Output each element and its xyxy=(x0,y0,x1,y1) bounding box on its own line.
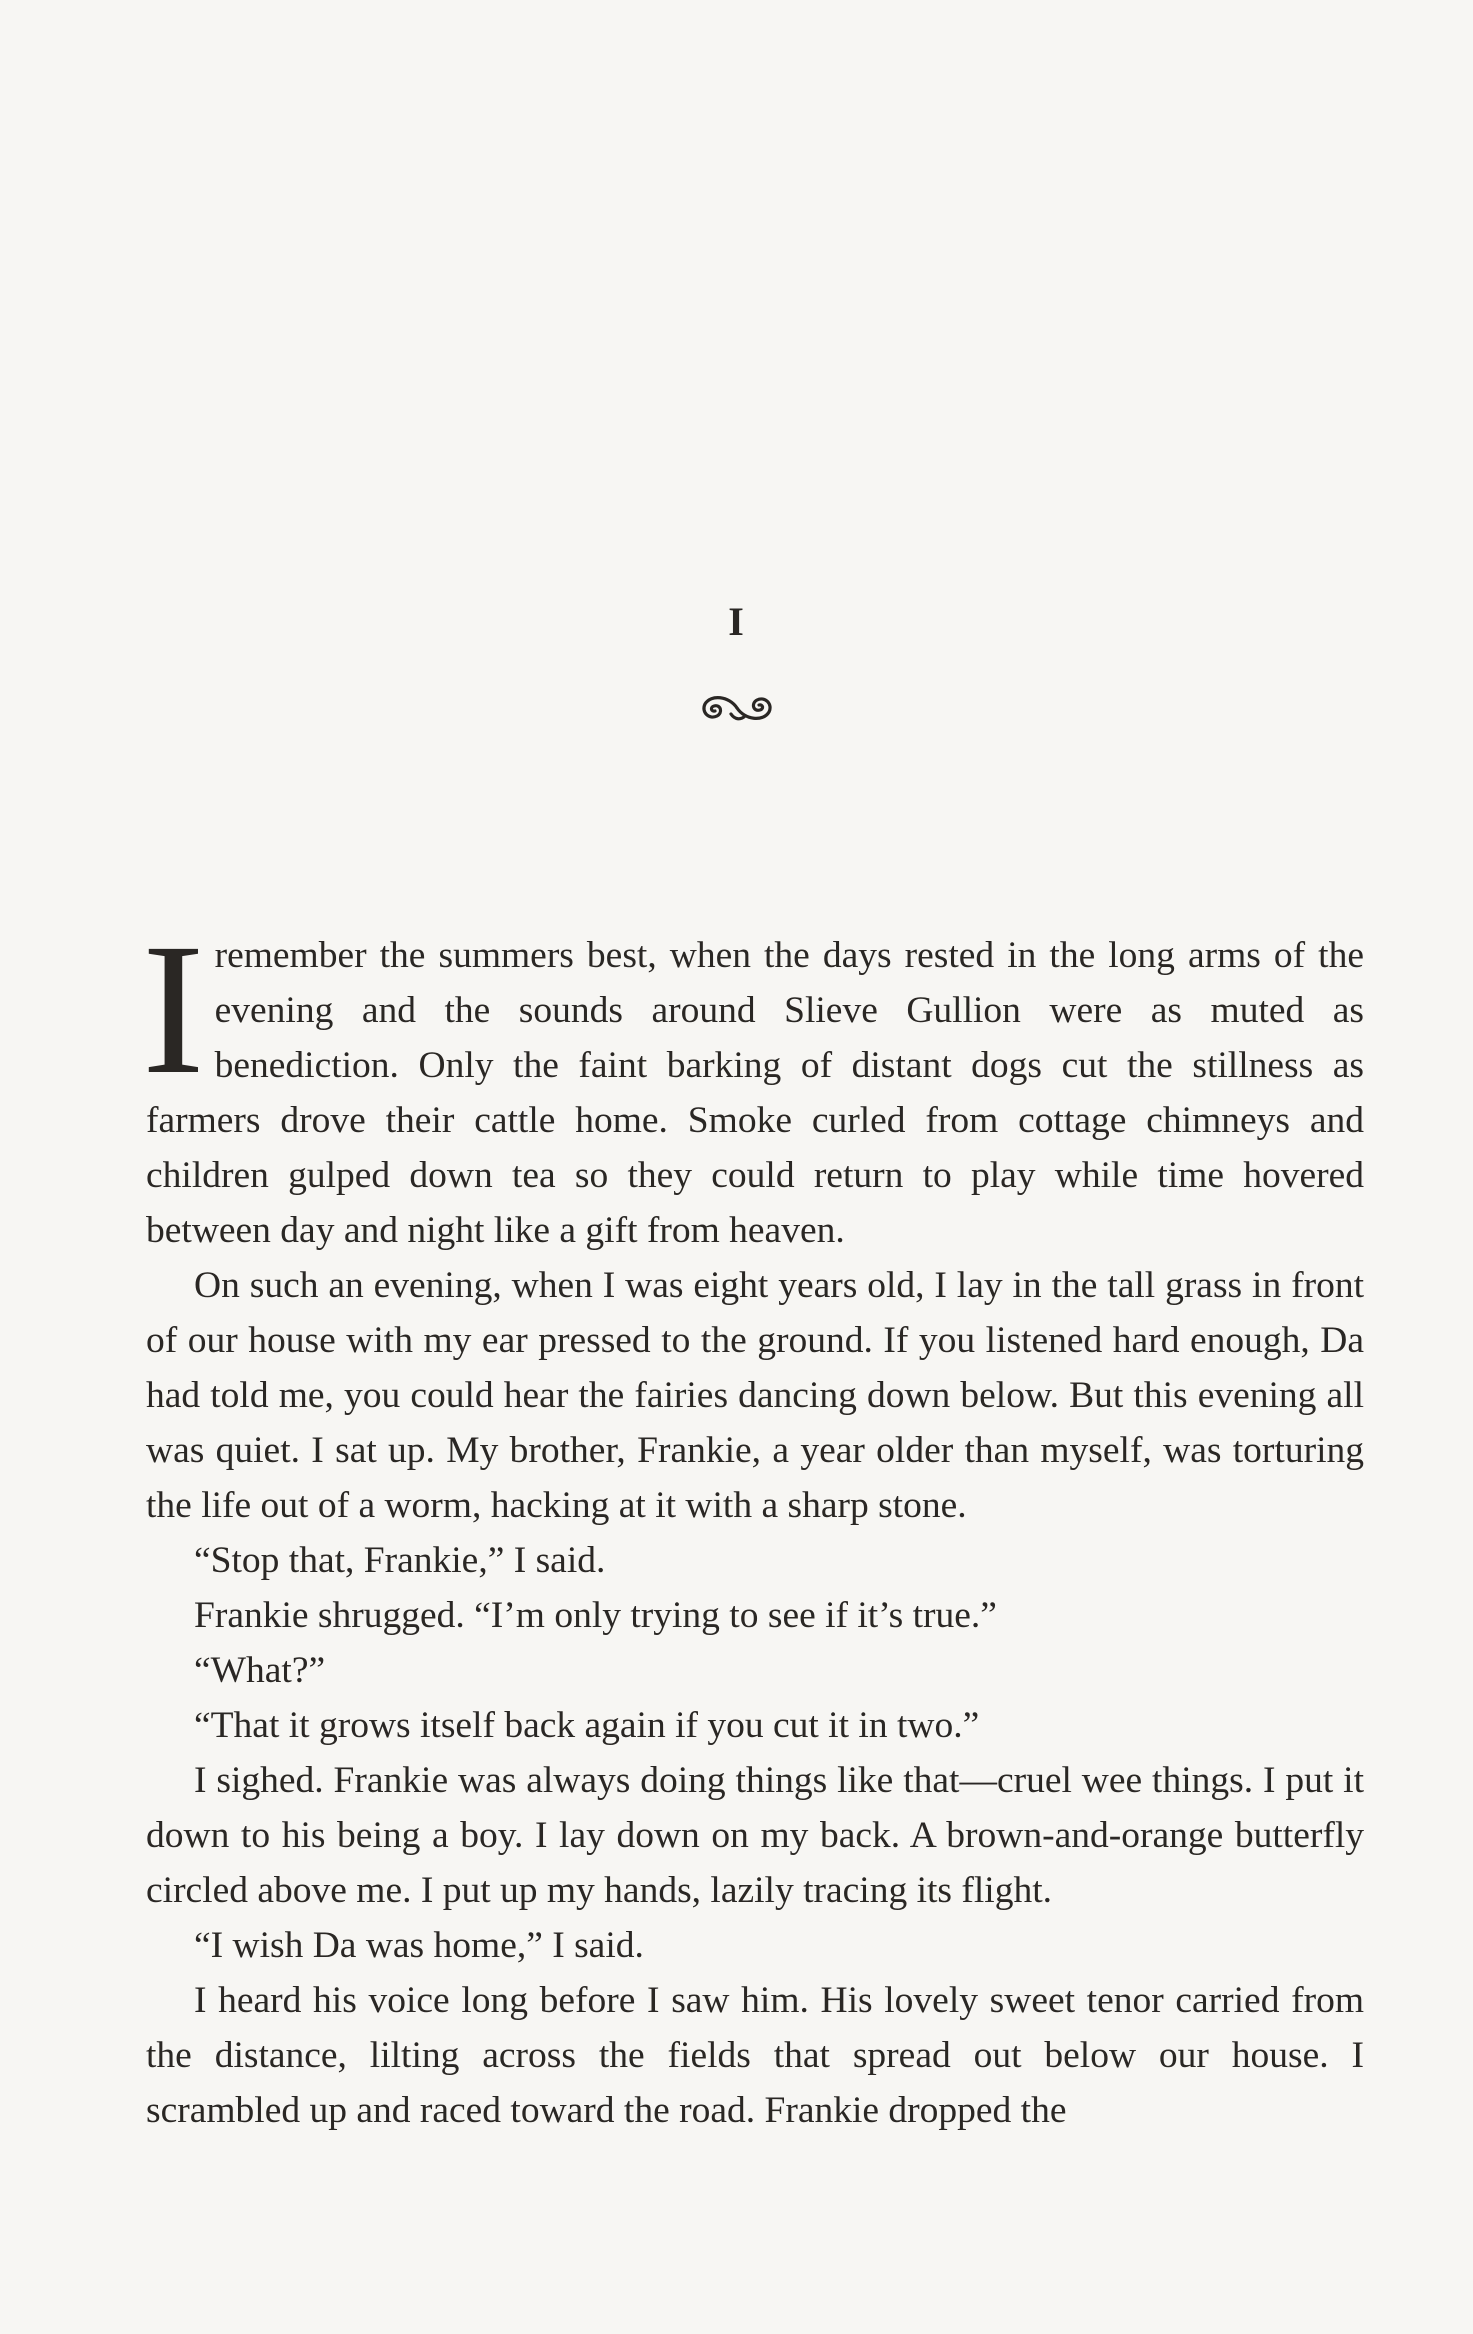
paragraph-9: I heard his voice long before I saw him. His lovely sweet tenor carried from the distance, lilting across the fields that spread out below our house. I scrambled up and raced toward the road. Frankie dropped the xyxy=(146,1980,1364,2131)
body-text xyxy=(142,904,1364,2138)
chapter-ornament xyxy=(0,690,1473,730)
paragraph-1-text: remember the summers best, when the days rested in the long arms of the evening and the sounds around Slieve Gullion were as muted as benediction. Only the faint barking of distant dogs cut the stillness as farmers drove their cattle home. Smoke curled from cottage chimneys and children gulped down tea so they could return to play while time hovered between day and night like a gift from heaven. xyxy=(146,935,1364,1251)
paragraph-2: On such an evening, when I was eight years old, I lay in the tall grass in front of our house with my ear pressed to the ground. If you listened hard enough, Da had told me, you could hear the fairies dancing down below. But this evening all was quiet. I sat up. My brother, Frankie, a year older than myself, was torturing the life out of a worm, hacking at it with a sharp stone. xyxy=(146,1265,1364,1526)
chapter-number: I xyxy=(728,599,745,644)
paragraph-1 xyxy=(142,904,1364,1258)
swirl-ornament-icon xyxy=(697,690,777,726)
paragraph-4: Frankie shrugged. “I’m only trying to see if it’s true.” xyxy=(194,1595,997,1636)
paragraph-3: “Stop that, Frankie,” I said. xyxy=(194,1540,606,1581)
paragraph-8: “I wish Da was home,” I said. xyxy=(194,1925,644,1966)
drop-cap: I xyxy=(142,904,205,1113)
paragraph-7: I sighed. Frankie was always doing things like that—cruel wee things. I put it down to his being a boy. I lay down on my back. A brown-and-orange butterfly circled above me. I put up my hands, lazily tracing its flight. xyxy=(146,1760,1364,1911)
paragraph-6: “That it grows itself back again if you cut it in two.” xyxy=(194,1705,980,1746)
paragraph-5: “What?” xyxy=(194,1650,326,1691)
